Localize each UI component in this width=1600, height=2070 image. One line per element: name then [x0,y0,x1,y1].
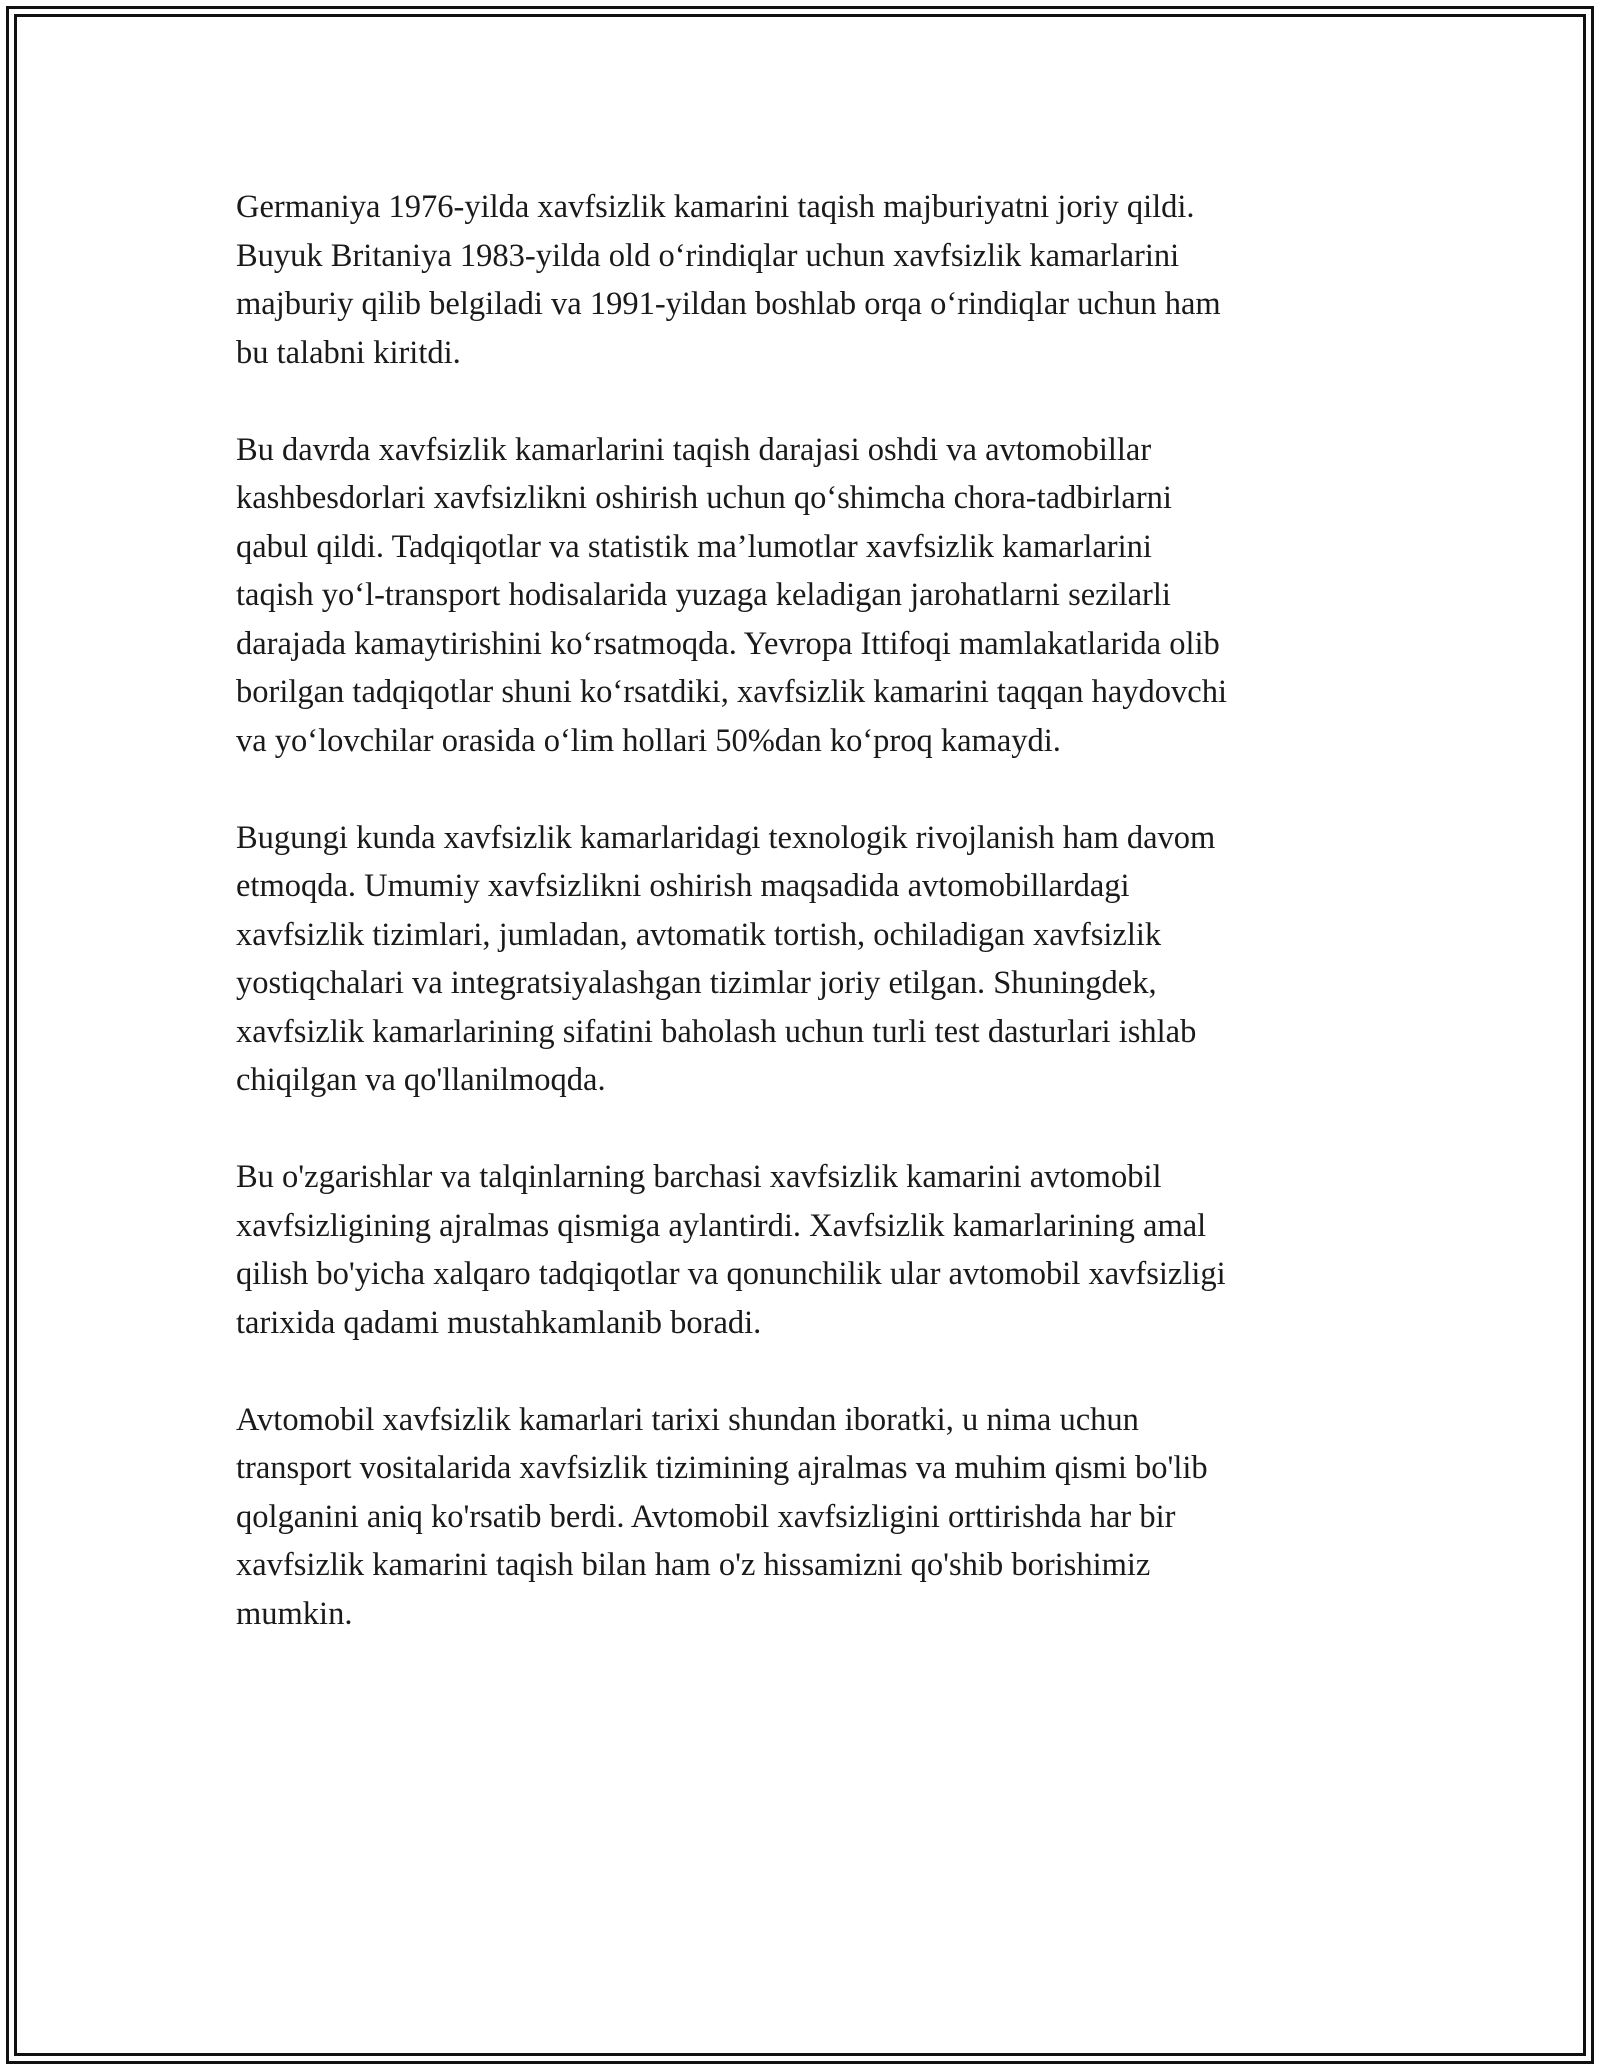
paragraph-conclusion: Avtomobil xavfsizlik kamarlari tarixi shundan iboratki, u nima uchun transport vositalarida xavfsizlik tizimining ajralmas va muhim qismi bo'lib qolganini aniq ko'rsatib berdi. Avtomobil xavfsizligini orttirishda har bir xavfsizlik kamarini taqish bilan ham o'z hissamizni qo'shib borishimiz mumkin. [236,1401,1208,1632]
paragraph-seatbelt-laws: Germaniya 1976-yilda xavfsizlik kamarini taqish majburiyatni joriy qildi. Buyuk Britaniya 1983-yilda old o‘rindiqlar uchun xavfsizlik kamarlarini majburiy qilib belgiladi va 1991-yildan boshlab orqa o‘rindiqlar uchun ham bu talabni kiritdi. [236,189,1221,371]
document-body [236,183,1376,1687]
paragraph-seatbelt-statistics: Bu davrda xavfsizlik kamarlarini taqish darajasi oshdi va avtomobillar kashbesdorlari xavfsizlikni oshirish uchun qo‘shimcha chora-tadbirlarni qabul qildi. Tadqiqotlar va statistik ma’lumotlar xavfsizlik kamarlarini taqish yo‘l-transport hodisalarida yuzaga keladigan jarohatlarni sezilarli darajada kamaytirishini ko‘rsatmoqda. Yevropa Ittifoqi mamlakatlarida olib borilgan tadqiqotlar shuni ko‘rsatdiki, xavfsizlik kamarini taqqan haydovchi va yo‘lovchilar orasida o‘lim hollari 50%dan ko‘proq kamaydi. [236,431,1228,759]
paragraph-integral-safety: Bu o'zgarishlar va talqinlarning barchasi xavfsizlik kamarini avtomobil xavfsizligining ajralmas qismiga aylantirdi. Xavfsizlik kamarlarining amal qilish bo'yicha xalqaro tadqiqotlar va qonunchilik ular avtomobil xavfsizligi tarixida qadami mustahkamlanib boradi. [236,1159,1226,1341]
paragraph-technology-development: Bugungi kunda xavfsizlik kamarlaridagi texnologik rivojlanish ham davom etmoqda. Umumiy xavfsizlikni oshirish maqsadida avtomobillardagi xavfsizlik tizimlari, jumladan, avtomatik tortish, ochiladigan xavfsizlik yostiqchalari va integratsiyalashgan tizimlar joriy etilgan. Shuningdek, xavfsizlik kamarlarining sifatini baholash uchun turli test dasturlari ishlab chiqilgan va qo'llanilmoqda. [236,819,1216,1098]
